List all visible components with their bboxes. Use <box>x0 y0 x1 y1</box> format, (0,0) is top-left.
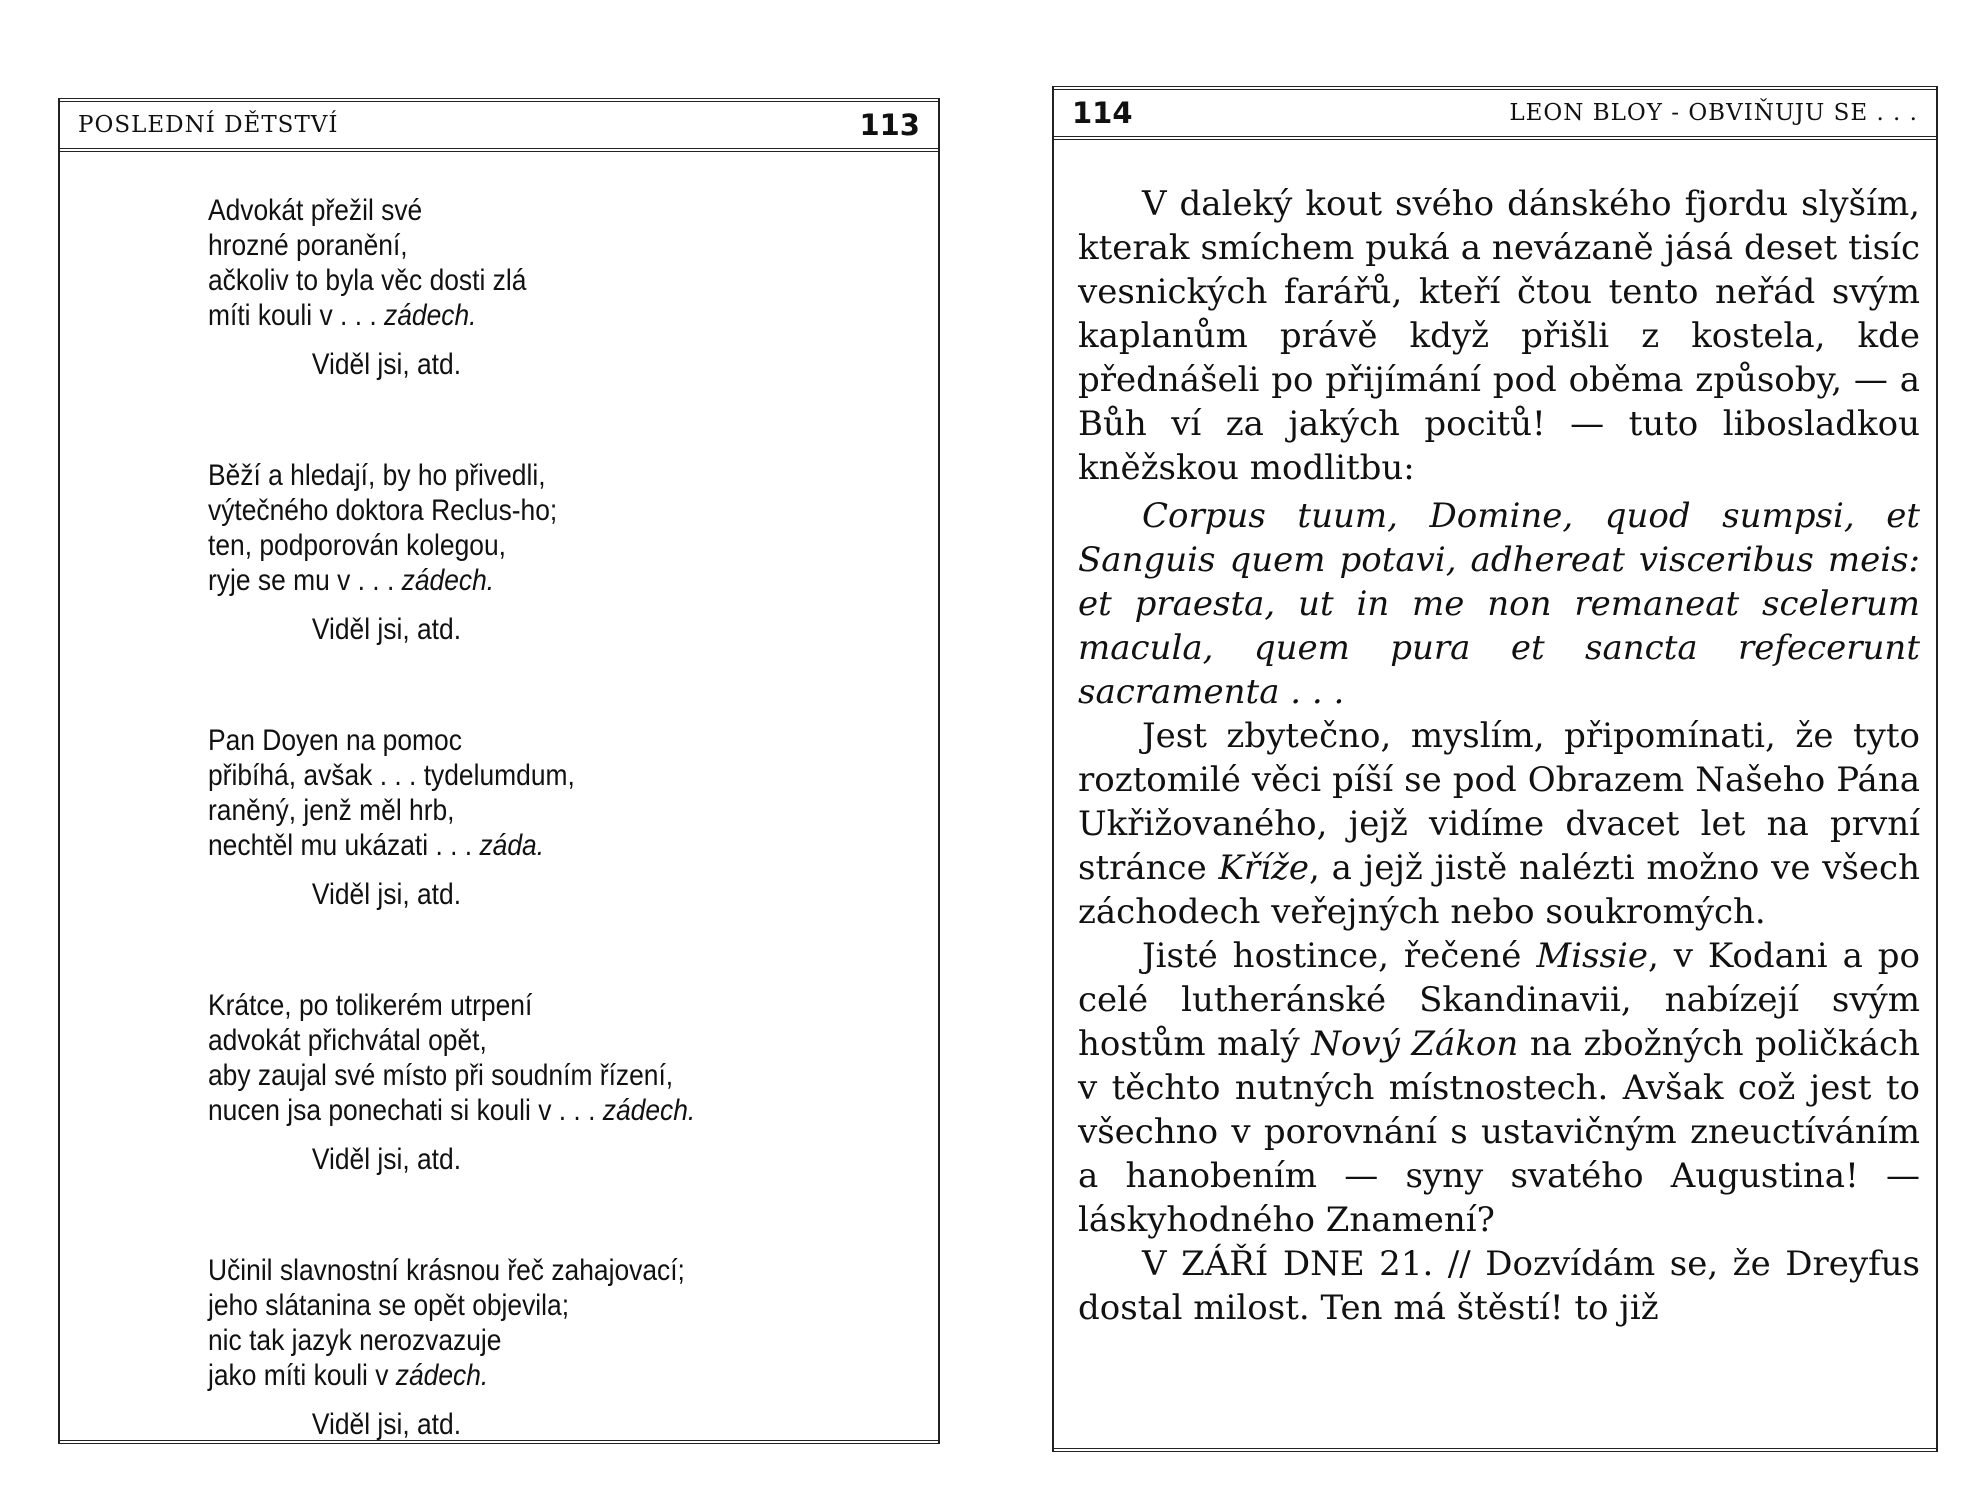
paragraph <box>1078 934 1920 1242</box>
paragraph <box>1078 714 1920 934</box>
paragraph-text: na zbožných poličkách v těchto nutných místnostech. Avšak což jest to všechno v porovnání s ustavičným zneuctíváním a hanobením — syny svatého Augustina! — láskyhodného Znamení? <box>1078 1024 1920 1240</box>
paragraph-text: Jest zbytečno, myslím, připomínati, že tyto roztomilé věci píší se pod Obrazem Našeho Pána Ukřižovaného, jejž vidíme dvacet let na první stránce <box>1078 716 1920 888</box>
left-page <box>58 98 940 1444</box>
poem-line: aby zaujal své místo při soudním řízení, <box>208 1059 674 1092</box>
poem-line: Učinil slavnostní krásnou řeč zahajovací; <box>208 1254 685 1287</box>
poem-line: Běží a hledají, by ho přivedli, <box>208 459 546 492</box>
poem-line-italic: zádech. <box>602 1094 696 1127</box>
poem-line: Pan Doyen na pomoc <box>208 724 462 757</box>
poem-line: raněný, jenž měl hrb, <box>208 794 455 827</box>
refrain: Viděl jsi, atd. <box>311 1408 462 1441</box>
refrain: Viděl jsi, atd. <box>311 1143 462 1176</box>
stanza-1 <box>208 193 824 382</box>
right-footer-rule <box>1054 1448 1936 1452</box>
paragraph-text: , a jejž jistě nalézti možno ve všech záchodech veřejných nebo soukromých. <box>1078 848 1920 932</box>
left-page-number: 113 <box>859 108 920 142</box>
stanza-4 <box>208 988 824 1177</box>
poem-line: jeho slátanina se opět objevila; <box>208 1289 570 1322</box>
stanza-5 <box>208 1253 824 1442</box>
right-page <box>1052 86 1938 1452</box>
right-running-title: LEON BLOY - OBVIŇUJU SE . . . <box>1509 100 1918 126</box>
poem-line <box>208 1358 824 1393</box>
left-running-title: POSLEDNÍ DĚTSTVÍ <box>78 112 339 138</box>
poem-line-italic: zádech. <box>401 564 495 597</box>
poem-line: hrozné poranění, <box>208 229 408 262</box>
poem-line: přibíhá, avšak . . . tydelumdum, <box>208 759 575 792</box>
poem-line-text: nucen jsa ponechati si kouli v . . . <box>208 1094 603 1127</box>
poem-line: ten, podporován kolegou, <box>208 529 506 562</box>
poem-line: Krátce, po tolikerém utrpení <box>208 989 533 1022</box>
poem-line: nic tak jazyk nerozvazuje <box>208 1324 502 1357</box>
refrain: Viděl jsi, atd. <box>311 348 462 381</box>
poem-line: Advokát přežil své <box>208 194 423 227</box>
paragraph: V daleký kout svého dánského fjordu slyším, kterak smíchem puká a nevázaně jásá deset tisíc vesnických farářů, kteří čtou tento neřád svým kaplanům právě když přišli z kostela, kde přednášeli po přijímání pod oběma způsoby, — a Bůh ví za jakých pocitů! — tuto libosladkou kněžskou modlitbu: <box>1078 184 1920 488</box>
poem-line-text: nechtěl mu ukázati . . . <box>208 829 480 862</box>
poem-line <box>208 298 824 333</box>
paragraph-text: Jisté hostince, řečené <box>1142 936 1537 976</box>
poem-line-text: míti kouli v . . . <box>208 299 385 332</box>
poem-line-text: jako míti kouli v <box>208 1359 396 1392</box>
poem-line <box>208 563 824 598</box>
prose <box>1078 182 1920 1330</box>
poem-line: advokát přichvátal opět, <box>208 1024 487 1057</box>
paragraph-text: , v Kodani a po celé lutheránské Skandinavii, nabízejí svým hostům malý <box>1078 936 1921 1064</box>
left-page-header <box>60 98 938 152</box>
poem-line-italic: zádech. <box>384 299 477 332</box>
right-page-header <box>1054 86 1936 140</box>
poem-line-italic: zádech. <box>395 1359 489 1392</box>
poem-line-italic: záda. <box>479 829 545 862</box>
poem-line: ačkoliv to byla věc dosti zlá <box>208 264 527 297</box>
stanza-2 <box>208 458 824 647</box>
stanza-3 <box>208 723 824 912</box>
italic-title: Missie <box>1536 936 1648 976</box>
refrain: Viděl jsi, atd. <box>311 613 462 646</box>
italic-title: Kříže <box>1218 848 1310 888</box>
poem-line <box>208 828 824 863</box>
poem-line <box>208 1093 824 1128</box>
refrain: Viděl jsi, atd. <box>311 878 462 911</box>
italic-title: Nový Zákon <box>1311 1024 1519 1064</box>
right-page-number: 114 <box>1072 96 1133 130</box>
poem <box>208 193 824 1442</box>
poem-line-text: ryje se mu v . . . <box>208 564 402 597</box>
poem-line: výtečného doktora Reclus-ho; <box>208 494 558 527</box>
left-footer-rule <box>60 1440 938 1444</box>
latin-prayer: Corpus tuum, Domine, quod sumpsi, et Sanguis quem potavi, adhereat visceribus meis: et praesta, ut in me non remaneat scelerum macula, quem pura et sancta refecerunt sacramenta . . . <box>1078 496 1920 712</box>
paragraph: V ZÁŘÍ DNE 21. // Dozvídám se, že Dreyfus dostal milost. Ten má štěstí! to již <box>1078 1244 1920 1328</box>
